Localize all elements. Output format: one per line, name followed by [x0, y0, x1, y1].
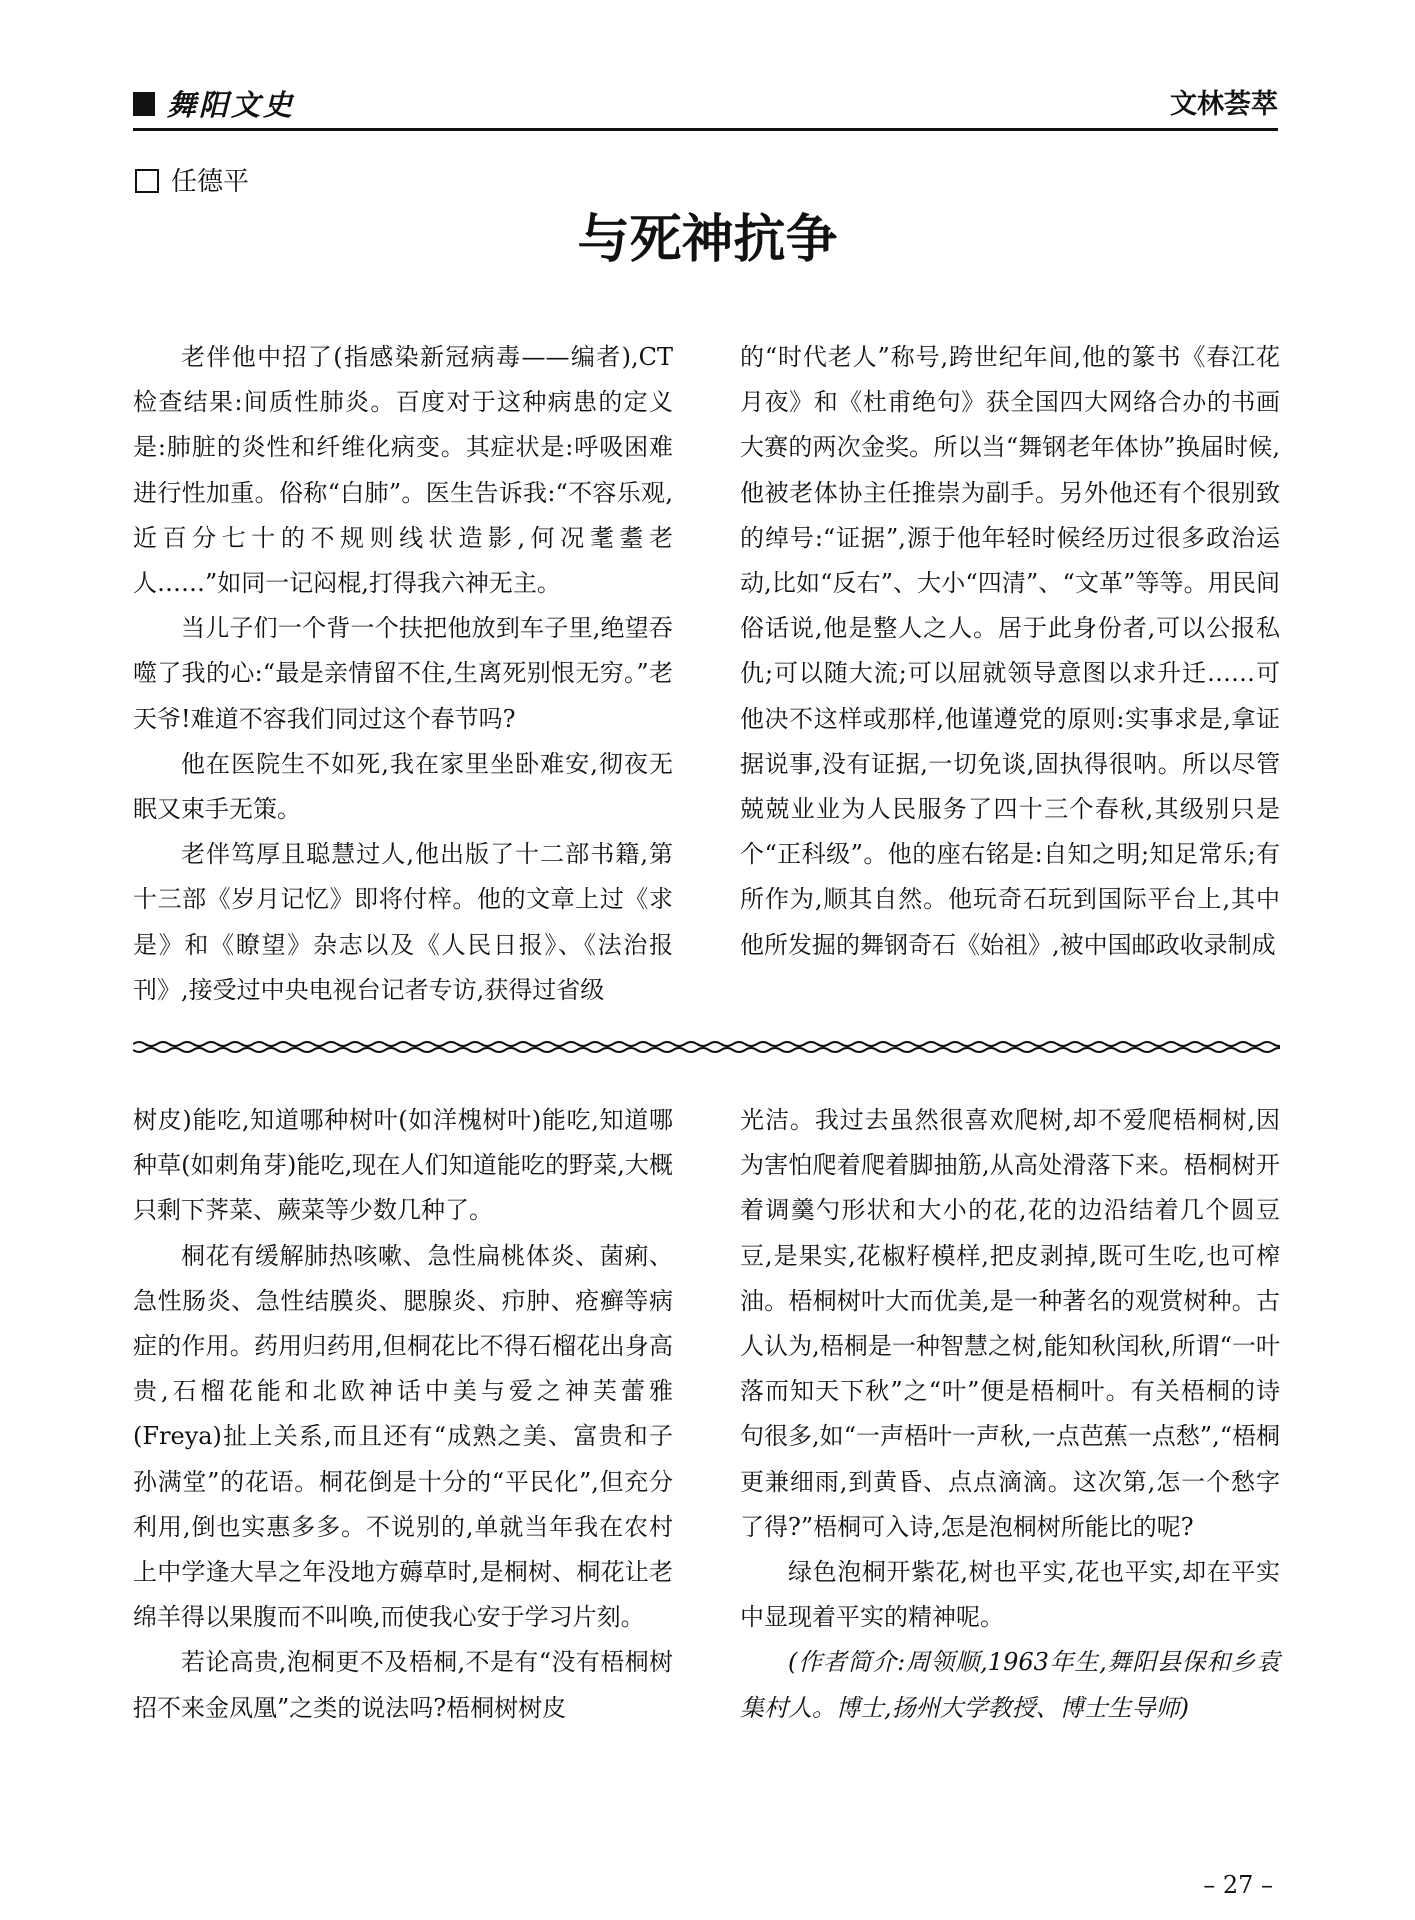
- upper-right-column: [740, 335, 1280, 968]
- paragraph-continued: 的“时代老人”称号,跨世纪年间,他的篆书《春江花月夜》和《杜甫绝句》获全国四大网络合办的书画大赛的两次金奖。所以当“舞钢老年体协”换届时候,他被老体协主任推崇为副手。另外他还有个很别致的绰号:“证据”,源于他年轻时候经历过很多政治运动,比如“反右”、大小“四清”、“文革”等等。用民间俗话说,他是整人之人。居于此身份者,可以公报私仇;可以随大流;可以屈就领导意图以求升迁……可他决不这样或那样,他谨遵党的原则:实事求是,拿证据说事,没有证据,一切免谈,固执得很呐。所以尽管兢兢业业为人民服务了四十三个春秋,其级别只是个“正科级”。他的座右铭是:自知之明;知足常乐;有所作为,顺其自然。他玩奇石玩到国际平台上,其中他所发掘的舞钢奇石《始祖》,被中国邮政收录制成: [740, 343, 1280, 959]
- upper-left-column: [133, 335, 673, 1013]
- paragraph: 当儿子们一个背一个扶把他放到车子里,绝望吞噬了我的心:“最是亲情留不住,生离死别恨无穷。”老天爷!难道不容我们同过这个春节吗?: [133, 614, 673, 733]
- author-name: 任德平: [171, 167, 250, 197]
- wavy-divider: [133, 1038, 1280, 1056]
- paragraph: 他在医院生不如死,我在家里坐卧难安,彻夜无眠又束手无策。: [133, 749, 673, 824]
- section-name: 文林荟萃: [1170, 89, 1278, 120]
- paragraph-continued: 树皮)能吃,知道哪种树叶(如洋槐树叶)能吃,知道哪种草(如刺角芽)能吃,现在人们知道能吃的野菜,大概只剩下荠菜、蕨菜等少数几种了。: [133, 1106, 673, 1225]
- page-number: – 27 –: [1203, 1871, 1273, 1899]
- article-title: 与死神抗争: [577, 209, 838, 270]
- author-box-icon: [135, 169, 159, 193]
- magazine-name: 舞阳文史: [167, 88, 296, 122]
- paragraph-continued: 光洁。我过去虽然很喜欢爬树,却不爱爬梧桐树,因为害怕爬着爬着脚抽筋,从高处滑落下来。梧桐树开着调羹勺形状和大小的花,花的边沿结着几个圆豆豆,是果实,花椒籽模样,把皮剥掉,既可生吃,也可榨油。梧桐树叶大而优美,是一种著名的观赏树种。古人认为,梧桐是一种智慧之树,能知秋闰秋,所谓“一叶落而知天下秋”之“叶”便是梧桐叶。有关梧桐的诗句很多,如“一声梧叶一声秋,一点芭蕉一点愁”,“梧桐更兼细雨,到黄昏、点点滴滴。这次第,怎一个愁字了得?”梧桐可入诗,怎是泡桐树所能比的呢?: [740, 1106, 1280, 1541]
- page-header: [133, 88, 1278, 130]
- paragraph: 绿色泡桐开紫花,树也平实,花也平实,却在平实中显现着平实的精神呢。: [740, 1558, 1280, 1632]
- paragraph: 若论高贵,泡桐更不及梧桐,不是有“没有梧桐树招不来金凤凰”之类的说法吗?梧桐树树皮: [133, 1648, 673, 1722]
- paragraph: 老伴笃厚且聪慧过人,他出版了十二部书籍,第十三部《岁月记忆》即将付梓。他的文章上过《求是》和《瞭望》杂志以及《人民日报》、《法治报刊》,接受过中央电视台记者专访,获得过省级: [133, 840, 673, 1004]
- header-square-mark: [133, 92, 155, 116]
- lower-left-column: [133, 1098, 673, 1731]
- paragraph: 桐花有缓解肺热咳嗽、急性扁桃体炎、菌痢、急性肠炎、急性结膜炎、腮腺炎、疖肿、疮癣等病症的作用。药用归药用,但桐花比不得石榴花出身高贵,石榴花能和北欧神话中美与爱之神芙蕾雅(Freya)扯上关系,而且还有“成熟之美、富贵和子孙满堂”的花语。桐花倒是十分的“平民化”,但充分利用,倒也实惠多多。不说别的,单就当年我在农村上中学逢大旱之年没地方薅草时,是桐树、桐花让老绵羊得以果腹而不叫唤,而使我心安于学习片刻。: [133, 1241, 673, 1632]
- paragraph: 老伴他中招了(指感染新冠病毒——编者),CT检查结果:间质性肺炎。百度对于这种病患的定义是:肺脏的炎性和纤维化病变。其症状是:呼吸困难进行性加重。俗称“白肺”。医生告诉我:“不容乐观,近百分七十的不规则线状造影,何况耄耋老人……”如同一记闷棍,打得我六神无主。: [133, 343, 673, 598]
- author-note: (作者简介:周领顺,1963年生,舞阳县保和乡袁集村人。博士,扬州大学教授、博士生导师): [740, 1648, 1280, 1722]
- header-rule: [133, 128, 1278, 131]
- lower-right-column: [740, 1098, 1280, 1731]
